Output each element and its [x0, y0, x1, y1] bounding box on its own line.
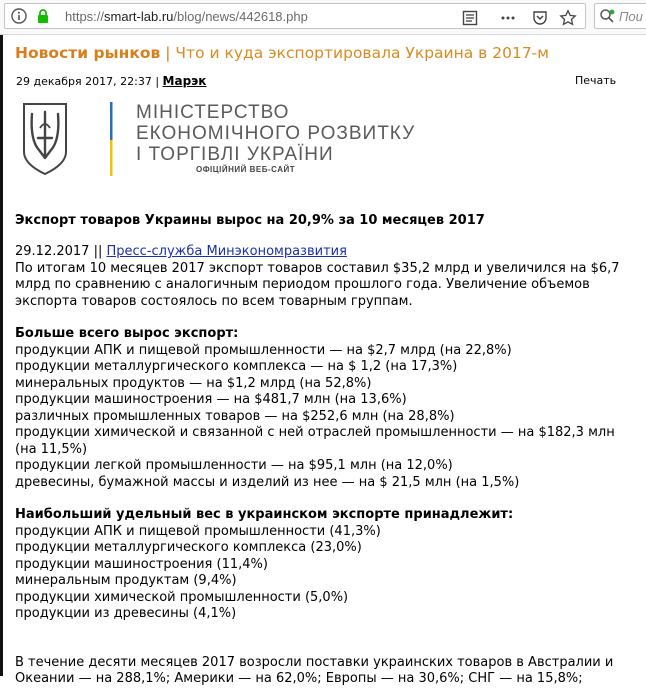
- print-link[interactable]: Печать: [575, 74, 617, 87]
- list-item: продукции металлургического комплекса — на $ 1,2 (на 17,3%): [15, 359, 458, 374]
- post-meta: [16, 74, 206, 88]
- trident-emblem-icon: [24, 104, 66, 174]
- ministry-line-3: І ТОРГІВЛІ УКРАЇНИ: [136, 144, 334, 165]
- list-item: продукции машиностроения — на $481,7 млн (на 13,6%): [15, 392, 407, 407]
- meta-separator: |: [155, 75, 160, 88]
- breadcrumb-separator: |: [165, 44, 171, 62]
- article-date: 29.12.2017: [15, 244, 90, 259]
- breadcrumb-section-link[interactable]: Новости рынков: [15, 44, 161, 62]
- list-item: минеральным продуктам (9,4%): [15, 573, 237, 588]
- breadcrumb: [15, 44, 549, 62]
- address-bar[interactable]: [4, 3, 586, 29]
- list-item: продукции легкой промышленности — на $95,1 млн (на 12,0%): [15, 458, 453, 473]
- author-link[interactable]: Марэк: [162, 74, 207, 88]
- article-closing: В течение десяти месяцев 2017 возросли поставки украинских товаров в Австралии и Океании — на 288,1%; Америки — на 62,0%; Европы — на 30,6%; СНГ — на 15,8%;: [15, 654, 614, 686]
- logo-yellow-bar: [110, 140, 113, 176]
- share-heading: Наибольший удельный вес в украинском экспорте принадлежит:: [15, 507, 514, 522]
- article-dateline: [15, 244, 625, 261]
- logo-blue-bar: [110, 102, 113, 140]
- post-date: 29 декабря 2017, 22:37: [16, 75, 152, 88]
- search-placeholder: Пои: [619, 9, 643, 24]
- list-item: продукции из древесины (4,1%): [15, 606, 237, 621]
- bookmark-star-icon[interactable]: [559, 9, 577, 27]
- list-item: древесины, бумажной массы и изделий из нее — на $ 21,5 млн (на 1,5%): [15, 474, 520, 490]
- article-intro: По итогам 10 месяцев 2017 экспорт товаров составил $35,2 млрд и увеличился на $6,7 млрд по сравнению с аналогичным периодом прошлого года. Увеличение объемов экспорта товаров состоялось по всем товарным группам.: [15, 260, 620, 309]
- search-icon: [599, 8, 615, 24]
- article-body: [15, 244, 625, 688]
- article-headline: Экспорт товаров Украины вырос на 20,9% за 10 месяцев 2017: [15, 213, 485, 228]
- search-box[interactable]: [594, 3, 646, 29]
- list-item: продукции АПК и пищевой промышленности — на $2,7 млрд (на 22,8%): [15, 342, 512, 358]
- lock-icon[interactable]: [35, 8, 51, 24]
- page-left-border: [0, 35, 3, 676]
- page-actions-icon[interactable]: [499, 9, 517, 27]
- info-icon[interactable]: [11, 8, 27, 24]
- list-item: продукции химической промышленности (5,0%): [15, 589, 349, 605]
- ministry-subtitle: ОФІЦІЙНИЙ ВЕБ-САЙТ: [196, 165, 296, 174]
- list-item: различных промышленных товаров — на $252,6 млн (на 28,8%): [15, 408, 455, 424]
- pocket-icon[interactable]: [531, 9, 549, 27]
- list-item: продукции АПК и пищевой промышленности (41,3%): [15, 523, 381, 539]
- url-text[interactable]: https://smart-lab.ru/blog/news/442618.php: [65, 9, 308, 24]
- reader-view-icon[interactable]: [461, 9, 479, 27]
- browser-toolbar: [0, 0, 646, 35]
- page-title: Что и куда экспортировала Украина в 2017-м: [175, 44, 549, 62]
- growth-heading: Больше всего вырос экспорт:: [15, 326, 239, 341]
- list-item: продукции металлургического комплекса (23,0%): [15, 540, 362, 555]
- list-item: минеральных продуктов — на $1,2 млрд (на 52,8%): [15, 375, 372, 391]
- list-item: продукции машиностроения (11,4%): [15, 556, 268, 572]
- ministry-title: [136, 102, 415, 175]
- ministry-line-2: ЕКОНОМІЧНОГО РОЗВИТКУ: [136, 123, 416, 144]
- list-item: продукции химической и связанной с ней отраслей промышленности — на $182,3 млн (на 11,5%): [15, 425, 615, 457]
- ministry-line-1: МІНІСТЕРСТВО: [136, 102, 290, 123]
- dateline-separator: ||: [93, 244, 103, 259]
- source-link[interactable]: Пресс-служба Минэкономразвития: [106, 244, 347, 259]
